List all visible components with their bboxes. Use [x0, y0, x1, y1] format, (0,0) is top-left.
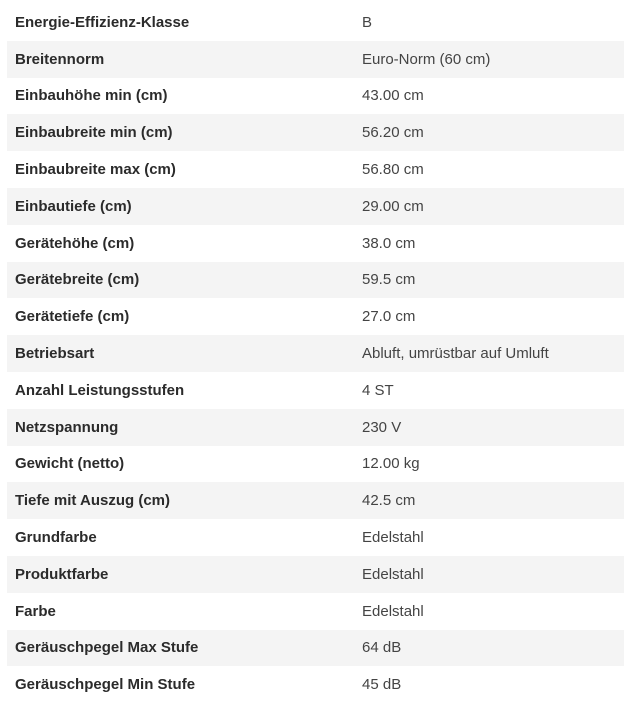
spec-label: Breitennorm — [15, 50, 105, 68]
spec-value: Euro-Norm (60 cm) — [362, 50, 491, 68]
spec-value: 56.80 cm — [362, 161, 424, 179]
spec-value: Edelstahl — [362, 602, 424, 620]
spec-value: 230 V — [362, 418, 402, 436]
spec-value: 43.00 cm — [362, 87, 424, 105]
spec-value: Edelstahl — [362, 565, 424, 583]
spec-row-width-norm — [7, 41, 624, 78]
spec-value: 29.00 cm — [362, 197, 424, 215]
spec-row-install-height-min — [7, 78, 624, 115]
spec-row-device-depth — [7, 298, 624, 335]
spec-row-noise-min — [7, 666, 624, 703]
spec-value: Edelstahl — [362, 529, 424, 547]
spec-value: 38.0 cm — [362, 234, 416, 252]
spec-value: 56.20 cm — [362, 124, 424, 142]
spec-label: Netzspannung — [15, 418, 119, 436]
spec-value: 27.0 cm — [362, 308, 416, 326]
spec-row-install-depth — [7, 188, 624, 225]
spec-value: B — [362, 13, 373, 31]
spec-label: Grundfarbe — [15, 529, 97, 547]
spec-label: Gerätebreite (cm) — [15, 271, 140, 289]
spec-row-device-width — [7, 262, 624, 299]
spec-label: Anzahl Leistungsstufen — [15, 381, 185, 399]
spec-label: Farbe — [15, 602, 56, 620]
spec-value: 12.00 kg — [362, 455, 420, 473]
spec-label: Gewicht (netto) — [15, 455, 125, 473]
spec-value: 42.5 cm — [362, 492, 416, 510]
spec-value: 59.5 cm — [362, 271, 416, 289]
spec-row-color — [7, 593, 624, 630]
spec-value: 45 dB — [362, 676, 402, 694]
spec-row-install-width-min — [7, 114, 624, 151]
spec-label: Tiefe mit Auszug (cm) — [15, 492, 171, 510]
spec-row-voltage — [7, 409, 624, 446]
spec-value: Abluft, umrüstbar auf Umluft — [362, 345, 549, 363]
spec-row-power-levels — [7, 372, 624, 409]
spec-label: Einbauhöhe min (cm) — [15, 87, 168, 105]
spec-label: Einbaubreite max (cm) — [15, 161, 176, 179]
spec-row-product-color — [7, 556, 624, 593]
spec-row-install-width-max — [7, 151, 624, 188]
spec-label: Geräuschpegel Min Stufe — [15, 676, 196, 694]
spec-label: Einbaubreite min (cm) — [15, 124, 173, 142]
spec-label: Gerätetiefe (cm) — [15, 308, 130, 326]
spec-label: Energie-Effizienz-Klasse — [15, 13, 190, 31]
spec-row-operating-mode — [7, 335, 624, 372]
spec-label: Gerätehöhe (cm) — [15, 234, 135, 252]
spec-row-base-color — [7, 519, 624, 556]
spec-label: Betriebsart — [15, 345, 95, 363]
spec-row-depth-extended — [7, 482, 624, 519]
spec-label: Einbautiefe (cm) — [15, 197, 132, 215]
spec-value: 64 dB — [362, 639, 402, 657]
spec-table — [7, 4, 624, 703]
spec-row-weight — [7, 446, 624, 483]
spec-row-energy-class — [7, 4, 624, 41]
spec-value: 4 ST — [362, 381, 394, 399]
spec-label: Produktfarbe — [15, 565, 109, 583]
spec-label: Geräuschpegel Max Stufe — [15, 639, 199, 657]
spec-row-device-height — [7, 225, 624, 262]
spec-row-noise-max — [7, 630, 624, 667]
